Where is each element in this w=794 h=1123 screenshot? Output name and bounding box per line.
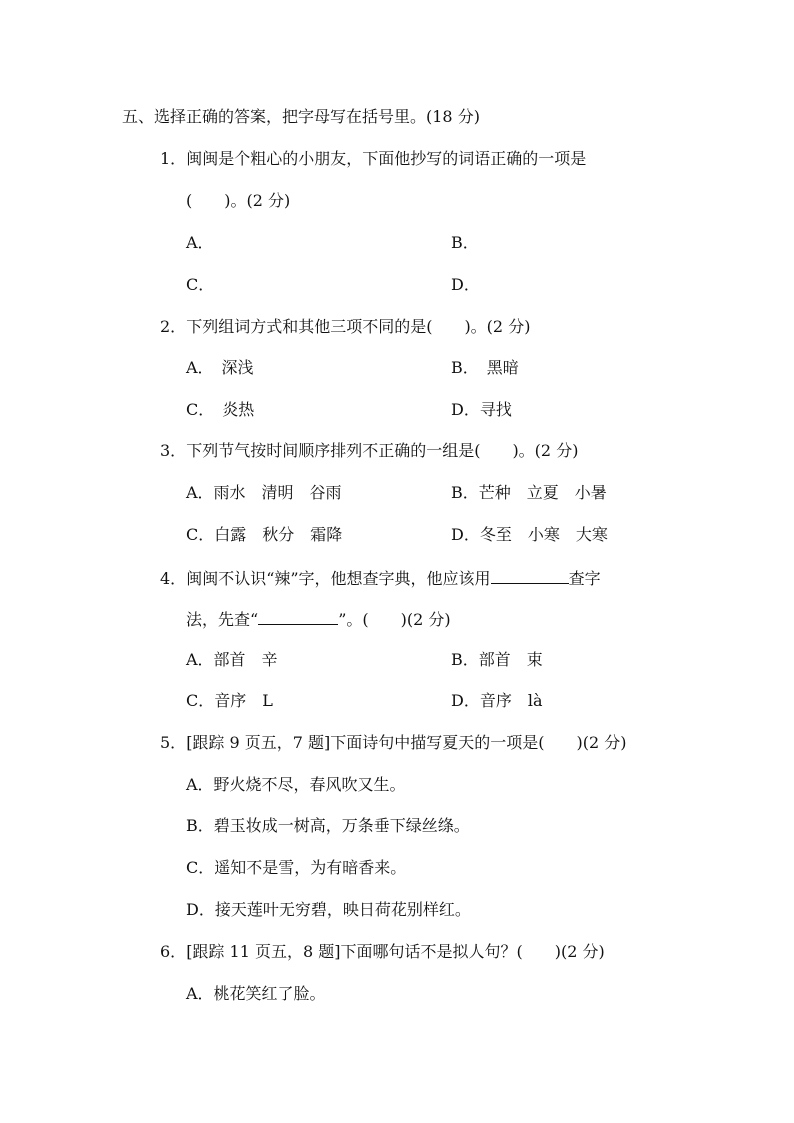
option-a: A．雨水 清明 谷雨: [186, 483, 342, 502]
option-d: D．接天莲叶无穷碧，映日荷花别样红。: [186, 900, 471, 919]
question-4: 4．闽闽不认识“辣”字，他想查字典，他应该用 查字: [160, 569, 601, 588]
option-c: C．: [186, 275, 215, 294]
question-1: [160, 149, 586, 169]
option-b: B．芒种 立夏 小暑: [451, 483, 607, 502]
option-d: D．: [451, 275, 480, 294]
option-a: A． 深浅: [186, 358, 254, 377]
question-1-stem-line2: ( )。(2 分): [186, 191, 291, 210]
question-number: 5．: [160, 733, 187, 752]
option-a: A．野火烧不尽，春风吹又生。: [186, 775, 406, 794]
section-title: 五、选择正确的答案，把字母写在括号里。(18 分): [122, 107, 480, 126]
question-number: 4．: [160, 569, 187, 588]
option-c: C．音序 L: [186, 691, 273, 710]
option-d: D．冬至 小寒 大寒: [451, 525, 608, 544]
question-number: 1．: [160, 149, 187, 168]
fill-blank[interactable]: [258, 608, 338, 625]
option-b: B．: [451, 233, 479, 252]
option-c: C．白露 秋分 霜降: [186, 525, 343, 544]
option-d: D．音序 là: [451, 691, 543, 710]
question-number: 2．: [160, 317, 187, 336]
question-number: 6．: [160, 942, 187, 961]
fill-blank[interactable]: [491, 567, 569, 584]
question-3: 3．下列节气按时间顺序排列不正确的一组是( )。(2 分): [160, 441, 579, 460]
option-b: B．碧玉妆成一树高，万条垂下绿丝绦。: [186, 816, 470, 835]
question-stem: 闽闽是个粗心的小朋友，下面他抄写的词语正确的一项是: [186, 149, 587, 168]
option-d: D．寻找: [451, 400, 512, 419]
option-c: C．遥知不是雪，为有暗香来。: [186, 858, 407, 877]
option-b: B．部首 束: [451, 650, 543, 669]
option-a: A．: [186, 233, 214, 252]
option-b: B． 黑暗: [451, 358, 519, 377]
question-6: 6．[跟踪 11 页五，8 题]下面哪句话不是拟人句？( )(2 分): [160, 942, 605, 961]
option-a: A．部首 辛: [186, 650, 278, 669]
question-5: 5．[跟踪 9 页五，7 题]下面诗句中描写夏天的一项是( )(2 分): [160, 733, 627, 752]
option-a: A．桃花笑红了脸。: [186, 984, 326, 1003]
option-c: C． 炎热: [186, 400, 255, 419]
question-2: 2．下列组词方式和其他三项不同的是( )。(2 分): [160, 317, 531, 336]
question-number: 3．: [160, 441, 187, 460]
question-4-stem-line2: 法，先查“ ”。( )(2 分): [186, 610, 451, 629]
